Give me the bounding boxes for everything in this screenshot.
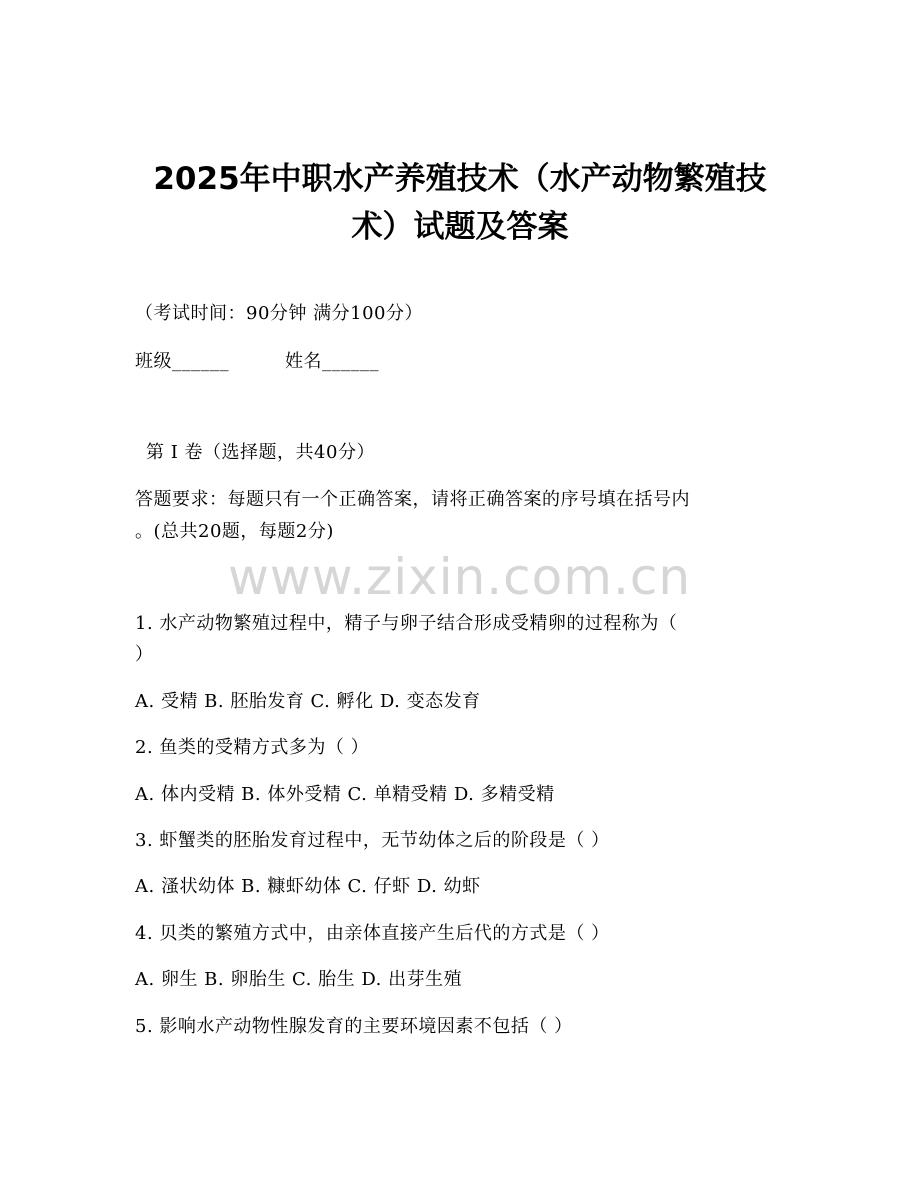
document-title-line-2: 术）试题及答案 [351, 209, 569, 245]
question-2-options: A. 体内受精 B. 体外受精 C. 单精受精 D. 多精受精 [135, 784, 555, 805]
question-2-stem: 2. 鱼类的受精方式多为（ ） [135, 737, 370, 758]
question-1-stem-line-1: 1. 水产动物繁殖过程中，精子与卵子结合形成受精卵的过程称为（ [135, 613, 678, 634]
student-info-row [135, 350, 379, 374]
question-1-stem-line-2: ） [135, 644, 154, 665]
class-label: 班级______ [135, 351, 229, 372]
name-label: 姓名______ [285, 351, 379, 372]
watermark: www.zixin.com.cn [228, 548, 692, 606]
question-3-options: A. 溞状幼体 B. 糠虾幼体 C. 仔虾 D. 幼虾 [135, 876, 481, 897]
question-3-stem: 3. 虾蟹类的胚胎发育过程中，无节幼体之后的阶段是（ ） [135, 830, 610, 851]
section-heading: 第 I 卷（选择题，共40分） [146, 442, 375, 463]
document-title-line-1: 2025年中职水产养殖技术（水产动物繁殖技 [153, 161, 767, 197]
question-1-options: A. 受精 B. 胚胎发育 C. 孵化 D. 变态发育 [135, 691, 481, 712]
question-4-options: A. 卵生 B. 卵胎生 C. 胎生 D. 出芽生殖 [135, 969, 463, 990]
question-4-stem: 4. 贝类的繁殖方式中，由亲体直接产生后代的方式是（ ） [135, 923, 610, 944]
instructions-line-2: 。(总共20题，每题2分) [135, 521, 334, 542]
question-5-stem: 5. 影响水产动物性腺发育的主要环境因素不包括（ ） [135, 1016, 573, 1037]
exam-info: （考试时间：90分钟 满分100分） [135, 303, 423, 324]
instructions-line-1: 答题要求：每题只有一个正确答案，请将正确答案的序号填在括号内 [135, 489, 690, 510]
